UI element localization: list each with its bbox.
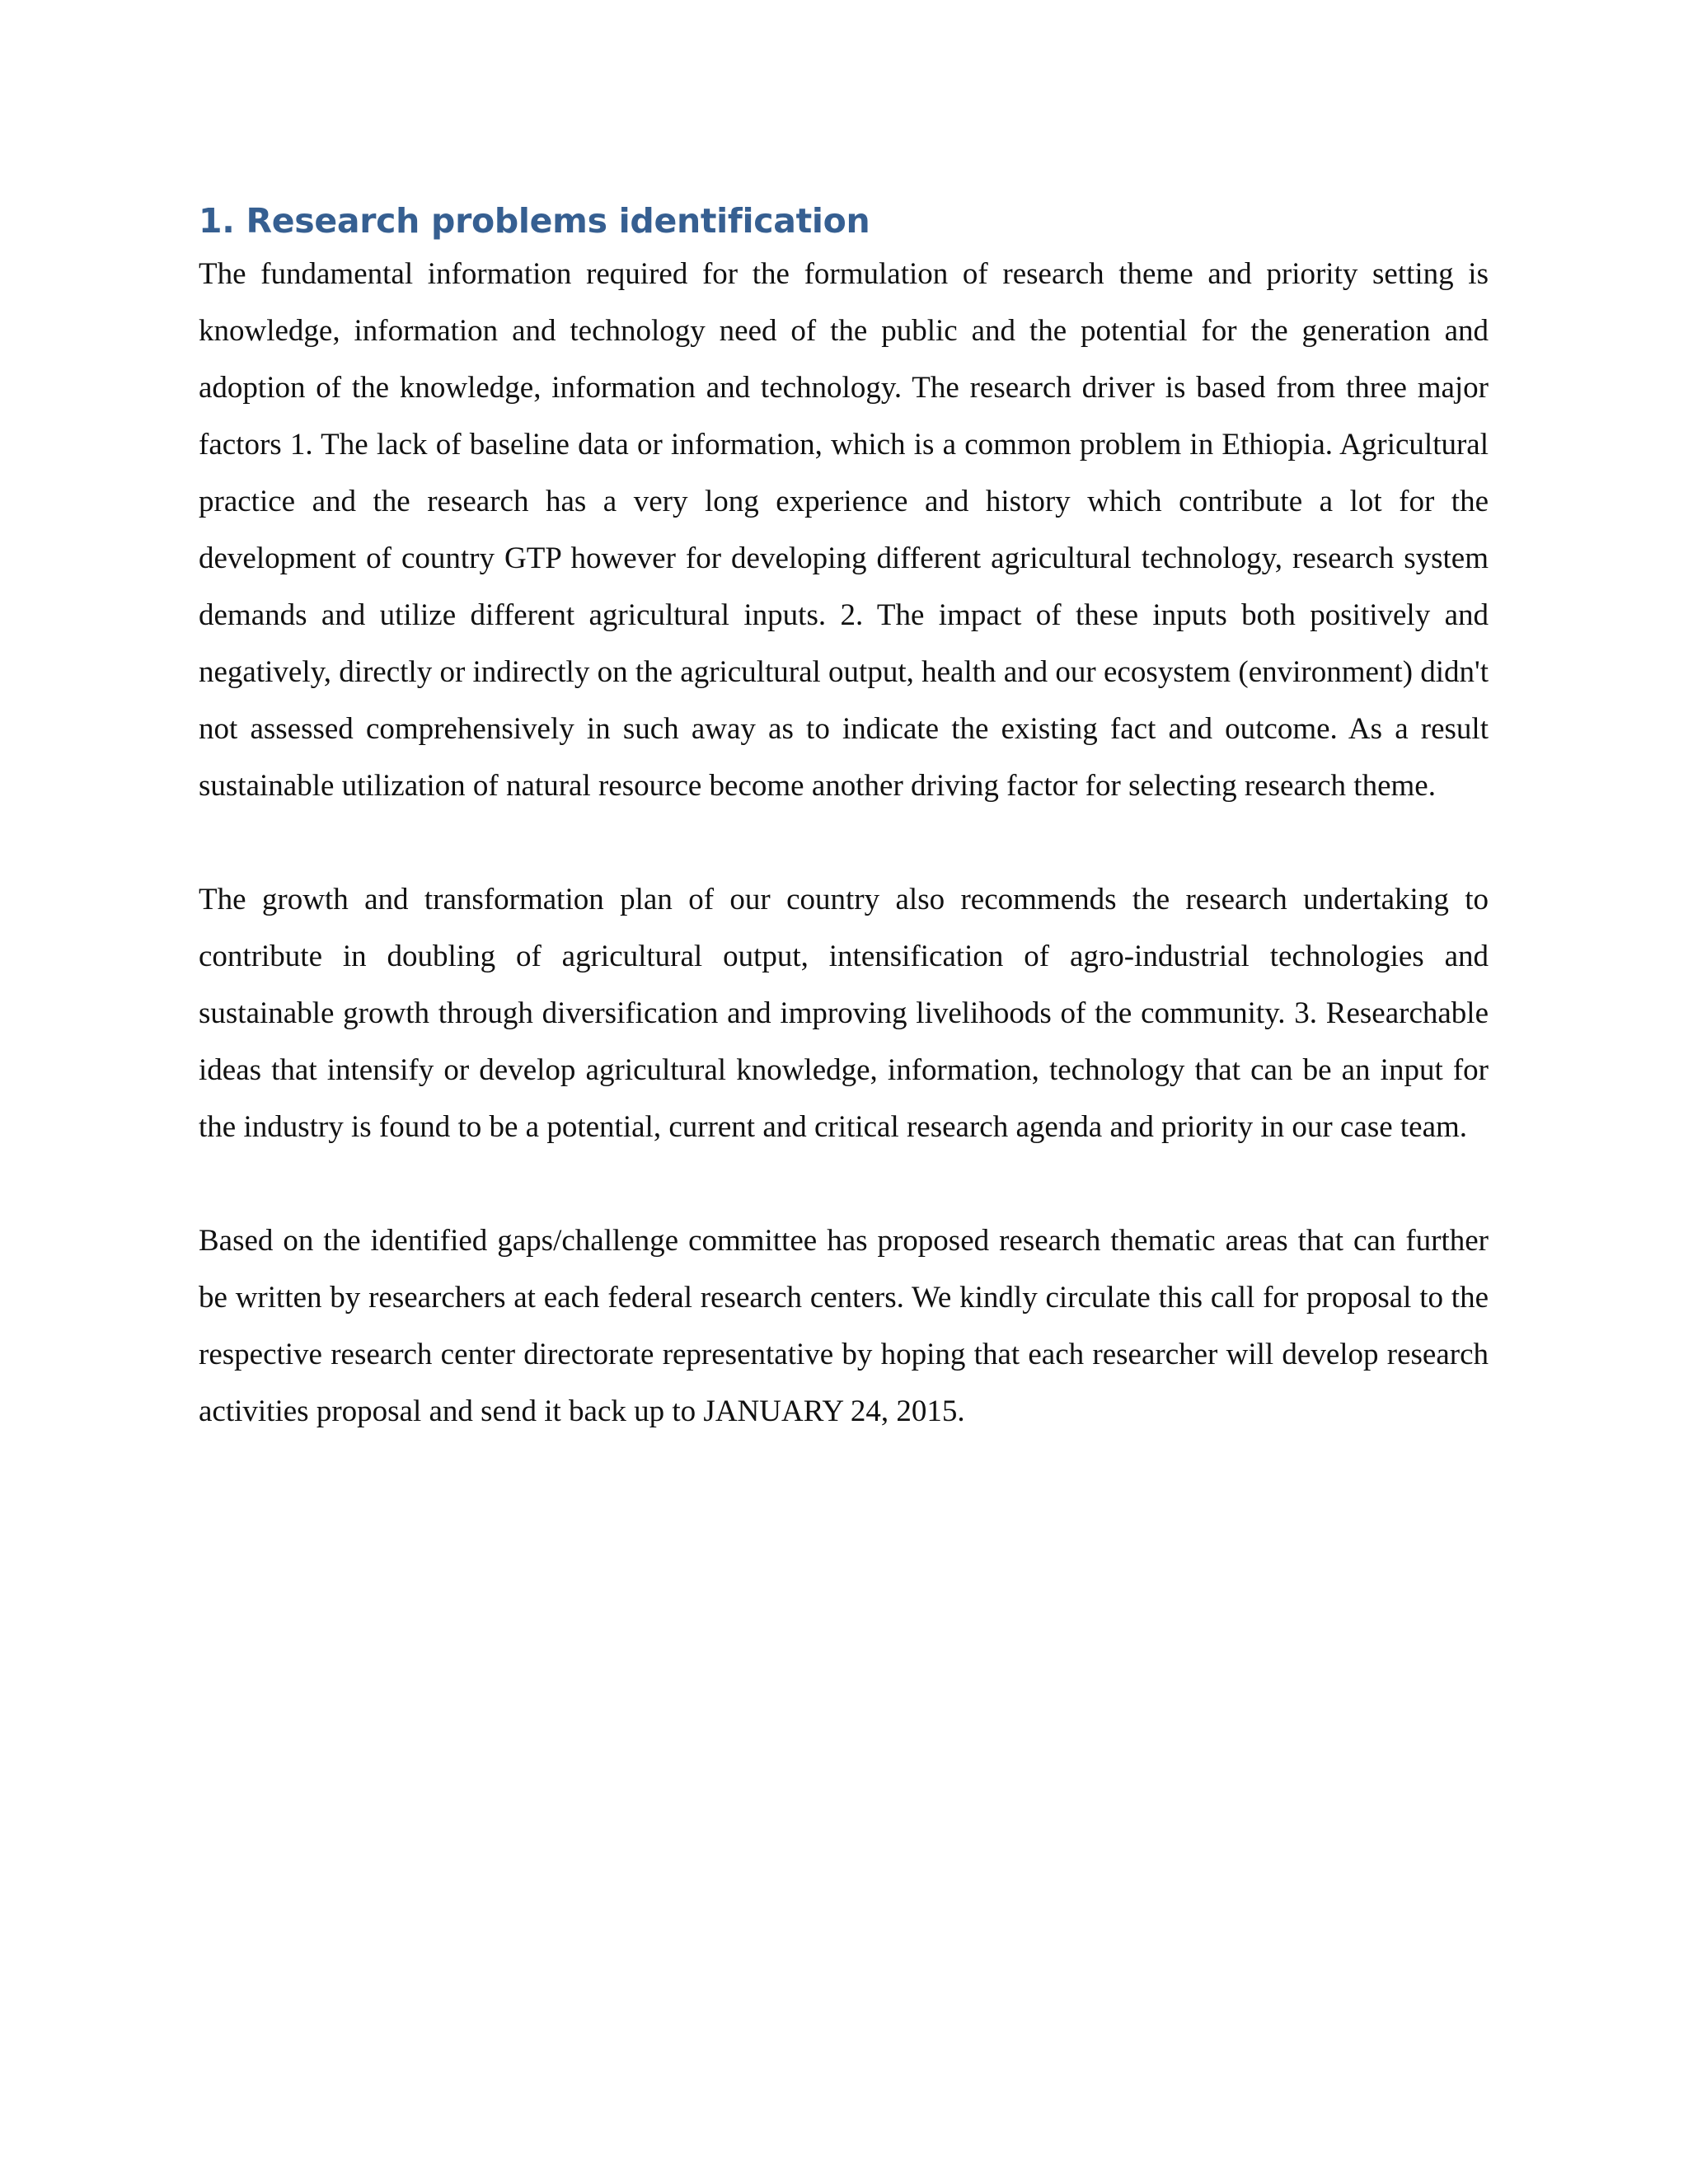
- paragraph-growth-transformation-plan: The growth and transformation plan of our country also recommends the research undertaking to contribute in doubling of agricultural output, intensification of agro-industrial technologies and sustainable growth through diversification and improving livelihoods of the community. 3. Researchable ideas that intensify or develop agricultural knowledge, information, technology that can be an input for the industry is found to be a potential, current and critical research agenda and priority in our case team.: [199, 883, 1489, 1144]
- document-content: [199, 196, 1489, 1440]
- paragraph-research-drivers: The fundamental information required for the formulation of research theme and priority setting is knowledge, information and technology need of the public and the potential for the generation and adoption of the knowledge, information and technology. The research driver is based from three major factors 1. The lack of baseline data or information, which is a common problem in Ethiopia. Agricultural practice and the research has a very long experience and history which contribute a lot for the development of country GTP however for developing different agricultural technology, research system demands and utilize different agricultural inputs. 2. The impact of these inputs both positively and negatively, directly or indirectly on the agricultural output, health and our ecosystem (environment) didn't not assessed comprehensively in such away as to indicate the existing fact and outcome. As a result sustainable utilization of natural resource become another driving factor for selecting research theme.: [199, 257, 1489, 803]
- section-heading: 1. Research problems identification: [199, 201, 870, 241]
- paragraph-call-for-proposal: Based on the identified gaps/challenge committee has proposed research thematic areas that can further be written by researchers at each federal research centers. We kindly circulate this call for proposal to the respective research center directorate representative by hoping that each researcher will develop research activities proposal and send it back up to JANUARY 24, 2015.: [199, 1224, 1489, 1428]
